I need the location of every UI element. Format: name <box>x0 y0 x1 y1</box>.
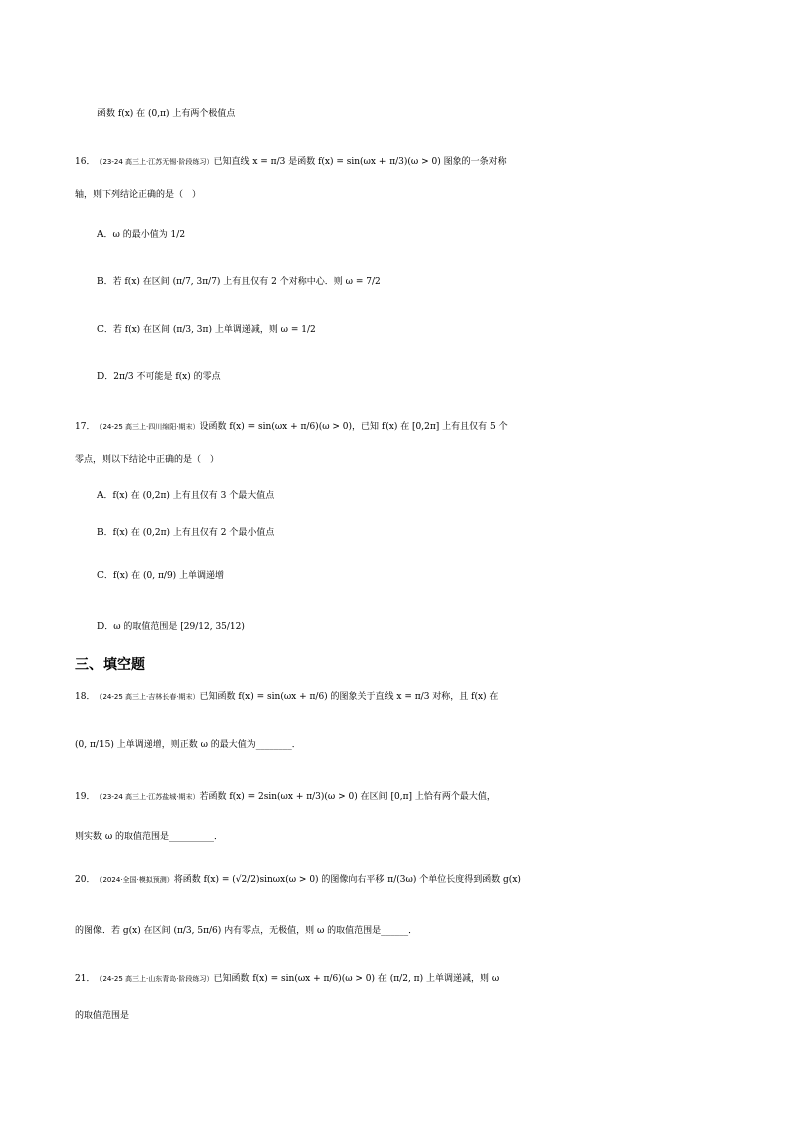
q21-stem2: 的取值范围是 <box>75 1011 130 1021</box>
q21-stem-line1 <box>75 969 800 989</box>
q17-stem-line2 <box>75 450 800 470</box>
q17-stem-line1 <box>75 417 800 437</box>
q16-number: 16． <box>75 157 96 167</box>
q17-option-b <box>97 523 800 543</box>
q20-stem2: 的图像．若 g(x) 在区间 (π/3, 5π/6) 内有零点，无极值，则 ω 的取值范围是______． <box>75 926 418 936</box>
q17-option-a-text: A．f(x) 在 (0,2π) 上有且仅有 3 个最大值点 <box>97 491 275 501</box>
q16-stem-line1 <box>75 152 800 172</box>
q20-stem-line2 <box>75 921 800 941</box>
q21-number: 21． <box>75 974 96 984</box>
section-title: 三、填空题 <box>75 657 145 673</box>
q17-option-c-text: C．f(x) 在 (0, π/9) 上单调递增 <box>97 571 225 581</box>
q16-option-a <box>97 225 800 245</box>
q17-source: （24-25 高三上·四川绵阳·期末） <box>95 423 200 431</box>
q17-number: 17． <box>75 422 96 432</box>
q16-option-d <box>97 367 800 387</box>
q18-stem-line1 <box>75 687 800 707</box>
q19-stem1: 若函数 f(x) = 2sin(ωx + π/3)(ω > 0) 在区间 [0,π] 上恰有两个最大值， <box>199 792 496 802</box>
q15-option-d <box>97 104 800 124</box>
q20-number: 20． <box>75 875 96 885</box>
q17-option-a <box>97 486 800 506</box>
q15-option-d-text: 函数 f(x) 在 (0,π) 上有两个极值点 <box>97 109 236 119</box>
q18-source: （24-25 高三上·吉林长春·期末） <box>95 693 200 701</box>
q19-number: 19． <box>75 792 96 802</box>
q20-stem-line1 <box>75 870 800 890</box>
q16-option-c-text: C．若 f(x) 在区间 (π/3, 3π) 上单调递减，则 ω = 1/2 <box>97 325 316 335</box>
q16-option-a-text: A．ω 的最小值为 1/2 <box>97 230 186 240</box>
q16-stem1: 已知直线 x = π/3 是函数 f(x) = sin(ωx + π/3)(ω > 0) 图象的一条对称 <box>213 157 507 167</box>
q16-stem2: 轴，则下列结论正确的是（ ） <box>75 190 202 200</box>
q19-stem2: 则实数 ω 的取值范围是__________． <box>75 832 224 842</box>
q17-stem1: 设函数 f(x) = sin(ωx + π/6)(ω > 0)，已知 f(x) 在 [0,2π] 上有且仅有 5 个 <box>199 422 508 432</box>
q20-stem1: 将函数 f(x) = (√2/2)sinωx(ω > 0) 的图像向右平移 π/(3ω) 个单位长度得到函数 g(x) <box>173 875 521 885</box>
q18-stem1: 已知函数 f(x) = sin(ωx + π/6) 的图象关于直线 x = π/3 对称，且 f(x) 在 <box>199 692 499 702</box>
q17-stem2: 零点，则以下结论中正确的是（ ） <box>75 455 220 465</box>
q17-option-b-text: B．f(x) 在 (0,2π) 上有且仅有 2 个最小值点 <box>97 528 275 538</box>
q16-option-b <box>97 272 800 292</box>
q16-option-d-text: D．2π/3 不可能是 f(x) 的零点 <box>97 372 221 382</box>
q16-stem-line2 <box>75 185 800 205</box>
q18-number: 18． <box>75 692 96 702</box>
q19-stem-line2 <box>75 827 800 847</box>
section-fill-blank-heading <box>75 655 800 675</box>
q18-stem2: (0, π/15) 上单调递增，则正数 ω 的最大值为________． <box>75 740 301 750</box>
q21-stem1: 已知函数 f(x) = sin(ωx + π/6)(ω > 0) 在 (π/2, π) 上单调递减，则 ω <box>213 974 500 984</box>
q20-source: （2024·全国·模拟预测） <box>95 876 174 884</box>
q19-source: （23-24 高三上·江苏盐城·期末） <box>95 793 200 801</box>
q17-option-d-text: D．ω 的取值范围是 [29/12, 35/12) <box>97 622 245 632</box>
q17-option-d <box>97 617 800 637</box>
q16-option-c <box>97 320 800 340</box>
q19-stem-line1 <box>75 787 800 807</box>
q16-source: （23-24 高三上·江苏无锡·阶段练习） <box>95 158 214 166</box>
q16-option-b-text: B．若 f(x) 在区间 (π/7, 3π/7) 上有且仅有 2 个对称中心．则 ω = 7/2 <box>97 277 381 287</box>
q21-stem-line2 <box>75 1006 800 1026</box>
q21-source: （24-25 高三上·山东青岛·阶段练习） <box>95 975 214 983</box>
q18-stem-line2 <box>75 735 800 755</box>
q17-option-c <box>97 566 800 586</box>
